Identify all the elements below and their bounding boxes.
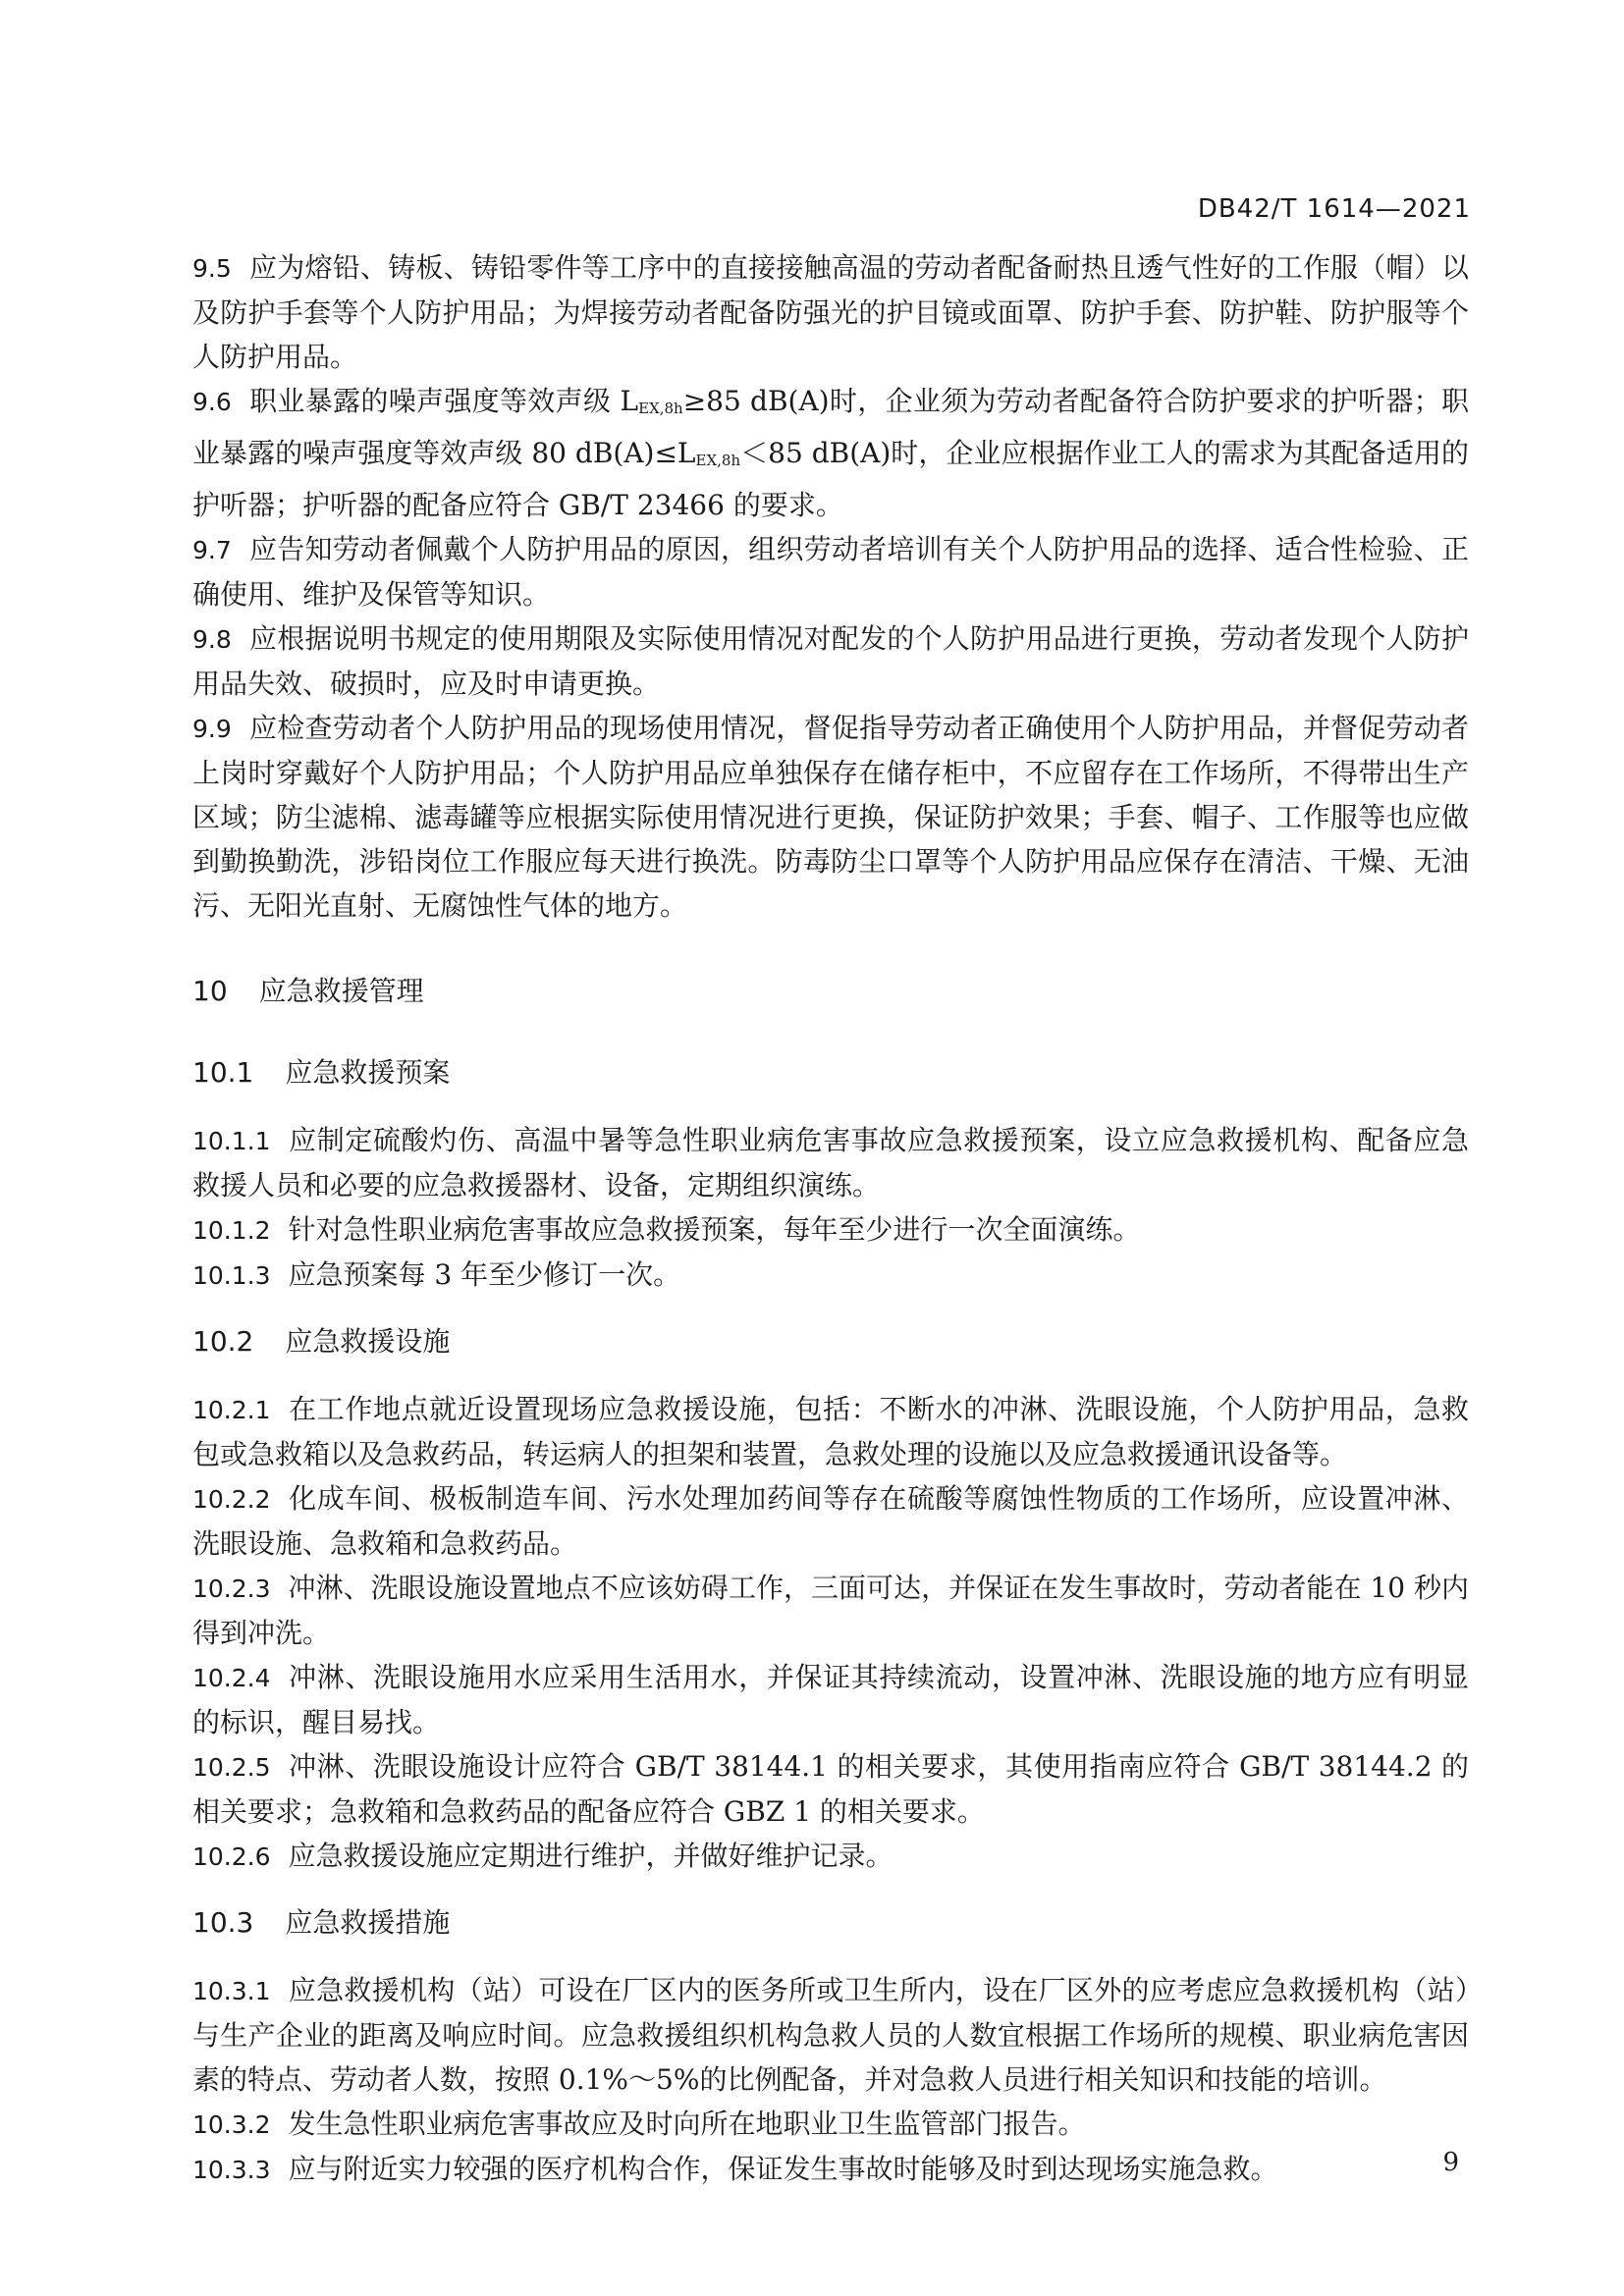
clause-10-3-2 xyxy=(192,2102,1469,2147)
clause-text: 冲淋、洗眼设施用水应采用生活用水，并保证其持续流动，设置冲淋、洗眼设施的地方应有明显的标识，醒目易找。 xyxy=(192,1661,1469,1738)
clause-10-1-2 xyxy=(192,1207,1469,1253)
clause-text: 冲淋、洗眼设施设置地点不应该妨碍工作，三面可达，并保证在发生事故时，劳动者能在 10 秒内得到冲洗。 xyxy=(192,1572,1469,1649)
chapter-heading-10 xyxy=(192,969,1469,1013)
section-title: 应急救援措施 xyxy=(285,1906,451,1939)
section-title: 应急救援预案 xyxy=(285,1056,451,1089)
clause-9-7 xyxy=(192,527,1469,616)
clause-9-5 xyxy=(192,245,1469,379)
clause-text: 应告知劳动者佩戴个人防护用品的原因，组织劳动者培训有关个人防护用品的选择、适合性检验、正确使用、维护及保管等知识。 xyxy=(192,533,1469,611)
clause-number: 10.2.5 xyxy=(192,1753,271,1782)
clause-10-3-3 xyxy=(192,2147,1469,2192)
clause-number: 10.1.3 xyxy=(192,1261,271,1290)
section-number: 10.3 xyxy=(192,1906,254,1939)
clause-10-2-5 xyxy=(192,1744,1469,1834)
section-number: 10.1 xyxy=(192,1056,254,1089)
clause-10-1-3 xyxy=(192,1253,1469,1298)
clause-10-1-1 xyxy=(192,1118,1469,1207)
clause-number: 10.2.4 xyxy=(192,1664,271,1692)
clause-number: 10.3.2 xyxy=(192,2110,271,2139)
clause-10-2-6 xyxy=(192,1834,1469,1879)
clause-number: 10.2.6 xyxy=(192,1842,271,1871)
section-number: 10.2 xyxy=(192,1325,254,1358)
clause-text: 发生急性职业病危害事故应及时向所在地职业卫生监管部门报告。 xyxy=(288,2108,1086,2140)
clause-text: 化成车间、极板制造车间、污水处理加药间等存在硫酸等腐蚀性物质的工作场所，应设置冲淋、洗眼设施、急救箱和急救药品。 xyxy=(192,1482,1469,1560)
clause-text: 在工作地点就近设置现场应急救援设施，包括：不断水的冲淋、洗眼设施，个人防护用品，急救包或急救箱以及急救药品，转运病人的担架和装置，急救处理的设施以及应急救援通讯设备等。 xyxy=(192,1393,1469,1470)
chapter-number: 10 xyxy=(192,975,228,1007)
clause-text: 应与附近实力较强的医疗机构合作，保证发生事故时能够及时到达现场实施急救。 xyxy=(288,2153,1278,2185)
document-body xyxy=(192,245,1469,2192)
clause-number: 10.2.2 xyxy=(192,1485,271,1514)
section-heading-10-3 xyxy=(192,1900,1469,1945)
section-title: 应急救援设施 xyxy=(285,1325,451,1358)
clause-text: 应急救援机构（站）可设在厂区内的医务所或卫生所内，设在厂区外的应考虑应急救援机构（站）与生产企业的距离及响应时间。应急救援组织机构急救人员的人数宜根据工作场所的规模、职业病危害因素的特点、劳动者人数，按照 0.1%～5%的比例配备，并对急救人员进行相关知识和技能的培训。 xyxy=(192,1974,1469,2096)
clause-10-3-1 xyxy=(192,1968,1469,2102)
section-heading-10-1 xyxy=(192,1050,1469,1095)
clause-number: 9.6 xyxy=(192,388,232,416)
clause-10-2-1 xyxy=(192,1387,1469,1476)
clause-9-8 xyxy=(192,616,1469,706)
clause-text: 应急预案每 3 年至少修订一次。 xyxy=(288,1258,681,1291)
subscript: EX,8h xyxy=(638,400,683,417)
clause-number: 10.3.3 xyxy=(192,2156,271,2184)
subscript: EX,8h xyxy=(695,452,741,469)
clause-text: 职业暴露的噪声强度等效声级 L xyxy=(248,385,639,417)
clause-9-9 xyxy=(192,706,1469,928)
clause-number: 9.5 xyxy=(192,254,232,283)
clause-10-2-2 xyxy=(192,1476,1469,1566)
clause-9-6 xyxy=(192,379,1469,527)
clause-number: 9.9 xyxy=(192,715,232,743)
clause-10-2-4 xyxy=(192,1655,1469,1744)
clause-text: 应根据说明书规定的使用期限及实际使用情况对配发的个人防护用品进行更换，劳动者发现个人防护用品失效、破损时，应及时申请更换。 xyxy=(192,622,1469,700)
clause-number: 9.7 xyxy=(192,536,232,564)
clause-number: 10.2.1 xyxy=(192,1396,271,1424)
clause-text: ≥85 dB(A)时，企业须为劳动者配备符合防护要求的护听器；职业暴露的噪声强度等效声级 80 dB(A)≤L xyxy=(192,385,1469,469)
clause-text: 针对急性职业病危害事故应急救援预案，每年至少进行一次全面演练。 xyxy=(288,1213,1141,1246)
clause-text: ＜85 dB(A)时，企业应根据作业工人的需求为其配备适用的护听器；护听器的配备应符合 GB/T 23466 的要求。 xyxy=(192,437,1469,521)
clause-number: 9.8 xyxy=(192,625,232,654)
clause-text: 应检查劳动者个人防护用品的现场使用情况，督促指导劳动者正确使用个人防护用品，并督促劳动者上岗时穿戴好个人防护用品；个人防护用品应单独保存在储存柜中，不应留存在工作场所，不得带出生产区域；防尘滤棉、滤毒罐等应根据实际使用情况进行更换，保证防护效果；手套、帽子、工作服等也应做到勤换勤洗，涉铅岗位工作服应每天进行换洗。防毒防尘口罩等个人防护用品应保存在清洁、干燥、无油污、无阳光直射、无腐蚀性气体的地方。 xyxy=(192,712,1469,922)
clause-text: 应为熔铅、铸板、铸铅零件等工序中的直接接触高温的劳动者配备耐热且透气性好的工作服（帽）以及防护手套等个人防护用品；为焊接劳动者配备防强光的护目镜或面罩、防护手套、防护鞋、防护服等个人防护用品。 xyxy=(192,251,1469,373)
clause-number: 10.1.1 xyxy=(192,1127,271,1155)
page-number: 9 xyxy=(1442,2148,1459,2177)
clause-number: 10.1.2 xyxy=(192,1216,271,1245)
clause-number: 10.2.3 xyxy=(192,1575,271,1603)
clause-text: 应制定硫酸灼伤、高温中暑等急性职业病危害事故应急救援预案，设立应急救援机构、配备应急救援人员和必要的应急救援器材、设备，定期组织演练。 xyxy=(192,1124,1469,1201)
clause-text: 应急救援设施应定期进行维护，并做好维护记录。 xyxy=(288,1840,893,1872)
clause-10-2-3 xyxy=(192,1566,1469,1655)
document-code: DB42/T 1614—2021 xyxy=(1197,194,1471,224)
clause-text: 冲淋、洗眼设施设计应符合 GB/T 38144.1 的相关要求，其使用指南应符合 GB/T 38144.2 的相关要求；急救箱和急救药品的配备应符合 GBZ 1 的相关要求。 xyxy=(192,1750,1469,1828)
clause-number: 10.3.1 xyxy=(192,1977,271,2005)
section-heading-10-2 xyxy=(192,1319,1469,1363)
chapter-title: 应急救援管理 xyxy=(258,975,424,1007)
